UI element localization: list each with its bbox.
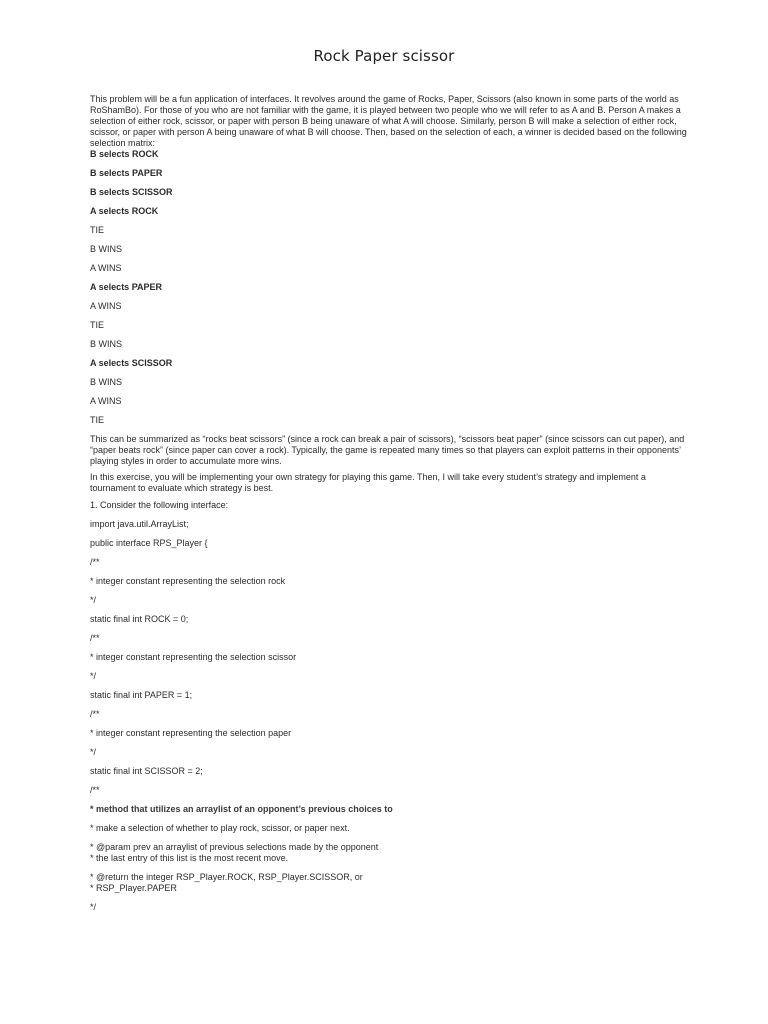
matrix-row-a-rock: A selects ROCK (90, 206, 159, 216)
code-line: 1. Consider the following interface: (90, 500, 229, 510)
document-title: Rock Paper scissor (313, 47, 455, 65)
code-line: */ (90, 747, 97, 757)
code-line: * @return the integer RSP_Player.ROCK, RSP_Player.SCISSOR, or (90, 872, 363, 882)
code-line: * the last entry of this list is the most recent move. (90, 853, 289, 863)
code-line: import java.util.ArrayList; (90, 519, 189, 529)
code-line: * @param prev an arraylist of previous selections made by the opponent (90, 842, 379, 852)
matrix-cell: A WINS (90, 263, 122, 273)
matrix-header-b-rock: B selects ROCK (90, 149, 159, 159)
code-line: /** (90, 785, 100, 795)
code-line: */ (90, 671, 97, 681)
intro-paragraph: This problem will be a fun application of interfaces. It revolves around the game of Rocks, Paper, Scissors (also known in some parts of the world as RoShamBo). For those of you who are not familiar with the game, it is played between two people who we will refer to as A and B. Person A makes a selection of either rock, scissor, or paper with person B being unaware of what A will choose. Similarly, person B will make a selection of either rock, scissor, or paper with person A being unaware of what B will choose. Then, based on the selection of each, a winner is decided based on the following selection matrix: (90, 94, 687, 148)
code-line: /** (90, 557, 100, 567)
matrix-cell: B WINS (90, 244, 123, 254)
matrix-row-a-scissor: A selects SCISSOR (90, 358, 173, 368)
exercise-paragraph: In this exercise, you will be implementing your own strategy for playing this game. Then, I will take every student’s strategy and implement a tournament to evaluate which strategy is best. (90, 472, 646, 493)
matrix-cell: B WINS (90, 377, 123, 387)
code-line: public interface RPS_Player { (90, 538, 208, 548)
summary-paragraph: This can be summarized as “rocks beat scissors” (since a rock can break a pair of scissors), “scissors beat paper” (since scissors can cut paper), and “paper beats rock” (since paper can cover a rock). Typically, the game is repeated many times so that players can exploit patterns in their opponents’ playing styles in order to accumulate more wins. (90, 434, 685, 466)
selection-matrix (90, 149, 690, 434)
code-line: * method that utilizes an arraylist of an opponent’s previous choices to (90, 804, 393, 814)
code-line: /** (90, 633, 100, 643)
matrix-row-a-paper: A selects PAPER (90, 282, 163, 292)
param-comment (90, 842, 690, 872)
matrix-header-b-paper: B selects PAPER (90, 168, 163, 178)
code-line: * make a selection of whether to play rock, scissor, or paper next. (90, 823, 350, 833)
matrix-cell: A WINS (90, 301, 122, 311)
return-comment (90, 872, 690, 902)
code-line: * RSP_Player.PAPER (90, 883, 177, 893)
matrix-header-b-scissor: B selects SCISSOR (90, 187, 173, 197)
matrix-cell: A WINS (90, 396, 122, 406)
code-line: */ (90, 902, 97, 912)
matrix-cell: B WINS (90, 339, 123, 349)
interface-code (90, 500, 690, 921)
code-line: * integer constant representing the selection scissor (90, 652, 297, 662)
code-line: * integer constant representing the selection rock (90, 576, 286, 586)
code-line: static final int PAPER = 1; (90, 690, 193, 700)
code-line: static final int ROCK = 0; (90, 614, 189, 624)
code-line: /** (90, 709, 100, 719)
matrix-cell: TIE (90, 225, 105, 235)
code-line: static final int SCISSOR = 2; (90, 766, 203, 776)
matrix-cell: TIE (90, 415, 105, 425)
code-line: */ (90, 595, 97, 605)
matrix-cell: TIE (90, 320, 105, 330)
document-body (90, 94, 690, 921)
code-line: * integer constant representing the selection paper (90, 728, 292, 738)
